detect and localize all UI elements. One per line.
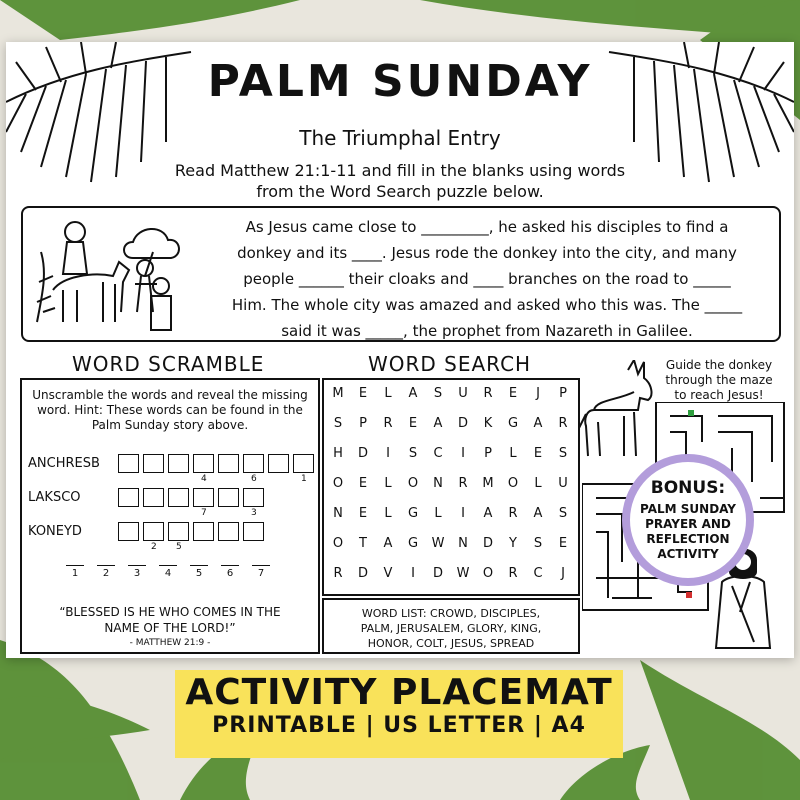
word-search-letter[interactable]: J: [561, 566, 565, 581]
word-list-line: HONOR, COLT, JESUS, SPREAD: [367, 637, 535, 650]
answer-box[interactable]: [243, 522, 264, 541]
answer-box[interactable]: [193, 454, 214, 473]
word-search-letter[interactable]: S: [408, 446, 418, 461]
word-search-letter[interactable]: A: [533, 506, 543, 521]
answer-box-number: 7: [201, 508, 207, 518]
word-search-letter[interactable]: N: [433, 476, 443, 491]
word-search-letter[interactable]: E: [558, 536, 568, 551]
word-search-letter[interactable]: O: [507, 476, 519, 491]
word-scramble-heading: WORD SCRAMBLE: [72, 352, 265, 376]
answer-box-number: 3: [251, 508, 257, 518]
bible-quote-line: NAME OF THE LORD!”: [104, 621, 236, 635]
story-line: people ______ their cloaks and ____ branches on the road to _____: [243, 270, 731, 288]
bonus-heading: BONUS:: [650, 478, 726, 498]
word-list: [324, 606, 578, 651]
word-search-letter[interactable]: K: [483, 416, 493, 431]
word-search-letter[interactable]: M: [332, 386, 344, 401]
word-search-letter[interactable]: P: [484, 446, 492, 461]
mystery-letter-blank[interactable]: [190, 564, 208, 566]
instructions-line: Read Matthew 21:1-11 and fill in the blanks using words: [174, 161, 626, 180]
word-search-heading: WORD SEARCH: [368, 352, 532, 376]
word-search-letter[interactable]: I: [411, 566, 415, 581]
word-search-letter[interactable]: R: [483, 386, 493, 401]
word-search-letter[interactable]: A: [408, 386, 418, 401]
word-search-letter[interactable]: E: [358, 476, 368, 491]
bonus-line: PALM SUNDAY: [640, 502, 736, 516]
answer-box-number: 6: [251, 474, 257, 484]
word-search-letter[interactable]: D: [432, 566, 443, 581]
bonus-badge: [622, 454, 754, 586]
answer-box[interactable]: [168, 488, 189, 507]
instructions: [146, 160, 654, 202]
product-banner: [175, 670, 623, 758]
word-search-letter[interactable]: D: [357, 446, 368, 461]
word-search-letter[interactable]: R: [383, 416, 393, 431]
word-search-letter[interactable]: N: [333, 506, 343, 521]
answer-box[interactable]: [268, 454, 289, 473]
story-line: Him. The whole city was amazed and asked who this was. The _____: [231, 296, 743, 314]
word-search-letter[interactable]: H: [333, 446, 343, 461]
banner-subheading: PRINTABLE | US LETTER | A4: [212, 713, 586, 738]
word-search-letter[interactable]: S: [558, 506, 568, 521]
word-search-letter[interactable]: V: [383, 566, 393, 581]
word-search-letter[interactable]: O: [332, 536, 344, 551]
word-search-letter[interactable]: W: [431, 536, 445, 551]
maze-instructions-line: through the maze: [665, 373, 773, 387]
story-text: [211, 214, 763, 344]
word-search-letter[interactable]: W: [456, 566, 470, 581]
word-search-letter[interactable]: I: [461, 446, 465, 461]
word-search-letter[interactable]: D: [482, 536, 493, 551]
word-search-letter[interactable]: S: [558, 446, 568, 461]
answer-box[interactable]: [118, 488, 139, 507]
word-scramble-intro-line: word. Hint: These words can be found in the: [37, 403, 303, 417]
word-search-letter[interactable]: L: [434, 506, 442, 521]
word-search-letter[interactable]: E: [533, 446, 543, 461]
instructions-line: from the Word Search puzzle below.: [256, 182, 544, 201]
mystery-letter-blank[interactable]: [221, 564, 239, 566]
word-search-letter[interactable]: S: [333, 416, 343, 431]
maze-end-marker: [686, 592, 692, 598]
placemat-sheet: [6, 42, 794, 658]
word-search-letter[interactable]: R: [508, 506, 518, 521]
word-list-line: WORD LIST: CROWD, DISCIPLES,: [361, 607, 541, 620]
answer-box-number: 4: [201, 474, 207, 484]
word-list-box: [322, 598, 580, 654]
word-search-letter[interactable]: S: [533, 536, 543, 551]
word-search-letter[interactable]: E: [358, 386, 368, 401]
word-search-letter[interactable]: U: [558, 476, 568, 491]
word-search-letter[interactable]: L: [384, 386, 392, 401]
scramble-word: ANCHRESB: [28, 456, 100, 471]
word-search-letter[interactable]: N: [458, 536, 468, 551]
answer-box-number: 1: [301, 474, 307, 484]
maze-instructions: [646, 358, 792, 403]
scramble-word: KONEYD: [28, 524, 82, 539]
mystery-letter-number: 2: [102, 568, 110, 579]
word-search-letter[interactable]: E: [508, 386, 518, 401]
mystery-letter-number: 6: [226, 568, 234, 579]
word-search-letter[interactable]: C: [433, 446, 443, 461]
word-search-letter[interactable]: Y: [509, 536, 517, 551]
word-search-letter[interactable]: D: [457, 416, 468, 431]
answer-box[interactable]: [118, 454, 139, 473]
mystery-letter-blank[interactable]: [252, 564, 270, 566]
mystery-letter-number: 7: [257, 568, 265, 579]
answer-box[interactable]: [168, 522, 189, 541]
word-search-letter[interactable]: L: [384, 476, 392, 491]
word-search-letter[interactable]: J: [536, 386, 540, 401]
bible-quote-line: “BLESSED IS HE WHO COMES IN THE: [59, 605, 281, 619]
page-title: PALM SUNDAY: [207, 56, 593, 107]
word-search-letter[interactable]: O: [482, 566, 494, 581]
bonus-line: PRAYER AND: [645, 517, 731, 531]
word-search-letter[interactable]: E: [408, 416, 418, 431]
word-search-letter[interactable]: I: [386, 446, 390, 461]
word-search-letter[interactable]: I: [461, 506, 465, 521]
answer-box[interactable]: [143, 522, 164, 541]
word-scramble-intro-line: Unscramble the words and reveal the missing: [32, 388, 308, 402]
jesus-on-donkey-icon: [33, 212, 203, 334]
bible-quote-reference: - MATTHEW 21:9 -: [129, 638, 211, 648]
word-search-letter[interactable]: O: [407, 476, 419, 491]
word-search-letter[interactable]: A: [533, 416, 543, 431]
word-list-line: PALM, JERUSALEM, GLORY, KING,: [360, 622, 542, 635]
word-search-letter[interactable]: T: [359, 536, 367, 551]
word-search-letter[interactable]: G: [407, 506, 419, 521]
word-search-letter[interactable]: U: [458, 386, 468, 401]
mystery-letter-number: 4: [164, 568, 172, 579]
story-line: As Jesus came close to _________, he asked his disciples to find a: [245, 218, 729, 236]
story-line: donkey and its ____. Jesus rode the donkey into the city, and many: [237, 244, 737, 262]
word-search-letter[interactable]: M: [482, 476, 494, 491]
answer-box[interactable]: [218, 488, 239, 507]
bonus-line: ACTIVITY: [657, 547, 719, 561]
mystery-letter-number: 5: [195, 568, 203, 579]
word-search-letter[interactable]: P: [359, 416, 367, 431]
word-search-letter[interactable]: L: [384, 506, 392, 521]
mystery-letter-number: 3: [133, 568, 141, 579]
answer-box[interactable]: [193, 522, 214, 541]
story-line: said it was _____, the prophet from Nazareth in Galilee.: [281, 322, 693, 340]
word-search-letter[interactable]: O: [332, 476, 344, 491]
word-scramble-intro-line: Palm Sunday story above.: [91, 418, 249, 432]
word-search-letter[interactable]: R: [508, 566, 518, 581]
page-subtitle: The Triumphal Entry: [299, 126, 501, 150]
answer-box[interactable]: [293, 454, 314, 473]
word-search-letter[interactable]: R: [458, 476, 468, 491]
word-search-letter[interactable]: G: [407, 536, 419, 551]
word-search-letter[interactable]: A: [433, 416, 443, 431]
word-search-letter[interactable]: G: [507, 416, 519, 431]
bonus-line: REFLECTION: [646, 532, 730, 546]
answer-box[interactable]: [168, 454, 189, 473]
word-search-letter[interactable]: R: [558, 416, 568, 431]
word-scramble-intro: [30, 388, 310, 433]
word-search-letter[interactable]: P: [559, 386, 567, 401]
word-search-letter[interactable]: D: [357, 566, 368, 581]
answer-box[interactable]: [243, 488, 264, 507]
bonus-text: [630, 502, 746, 562]
answer-box[interactable]: [243, 454, 264, 473]
story-box: [21, 206, 781, 342]
word-scramble-box: [20, 378, 320, 654]
answer-box-number: 5: [176, 542, 182, 552]
maze-instructions-line: to reach Jesus!: [674, 388, 764, 402]
word-search-letter[interactable]: S: [433, 386, 443, 401]
banner-heading: ACTIVITY PLACEMAT: [185, 672, 613, 713]
word-search-grid: [322, 378, 580, 596]
word-search-letter[interactable]: A: [483, 506, 493, 521]
answer-box[interactable]: [143, 454, 164, 473]
answer-box[interactable]: [118, 522, 139, 541]
mystery-letter-blank[interactable]: [159, 564, 177, 566]
maze-instructions-line: Guide the donkey: [665, 358, 773, 372]
word-search-letter[interactable]: L: [509, 446, 517, 461]
answer-box[interactable]: [143, 488, 164, 507]
word-search-letter[interactable]: R: [333, 566, 343, 581]
scramble-word: LAKSCO: [28, 490, 81, 505]
word-search-letter[interactable]: C: [533, 566, 543, 581]
mystery-letter-number: 1: [71, 568, 79, 579]
word-search-letter[interactable]: L: [534, 476, 542, 491]
mystery-letter-blank[interactable]: [66, 564, 84, 566]
word-search-letter[interactable]: A: [383, 536, 393, 551]
mystery-letter-blank[interactable]: [128, 564, 146, 566]
word-search-letter[interactable]: E: [358, 506, 368, 521]
maze-start-marker: [688, 410, 694, 416]
answer-box[interactable]: [218, 522, 239, 541]
answer-box[interactable]: [193, 488, 214, 507]
bible-quote: [28, 604, 312, 636]
mystery-letter-blank[interactable]: [97, 564, 115, 566]
answer-box[interactable]: [218, 454, 239, 473]
answer-box-number: 2: [151, 542, 157, 552]
